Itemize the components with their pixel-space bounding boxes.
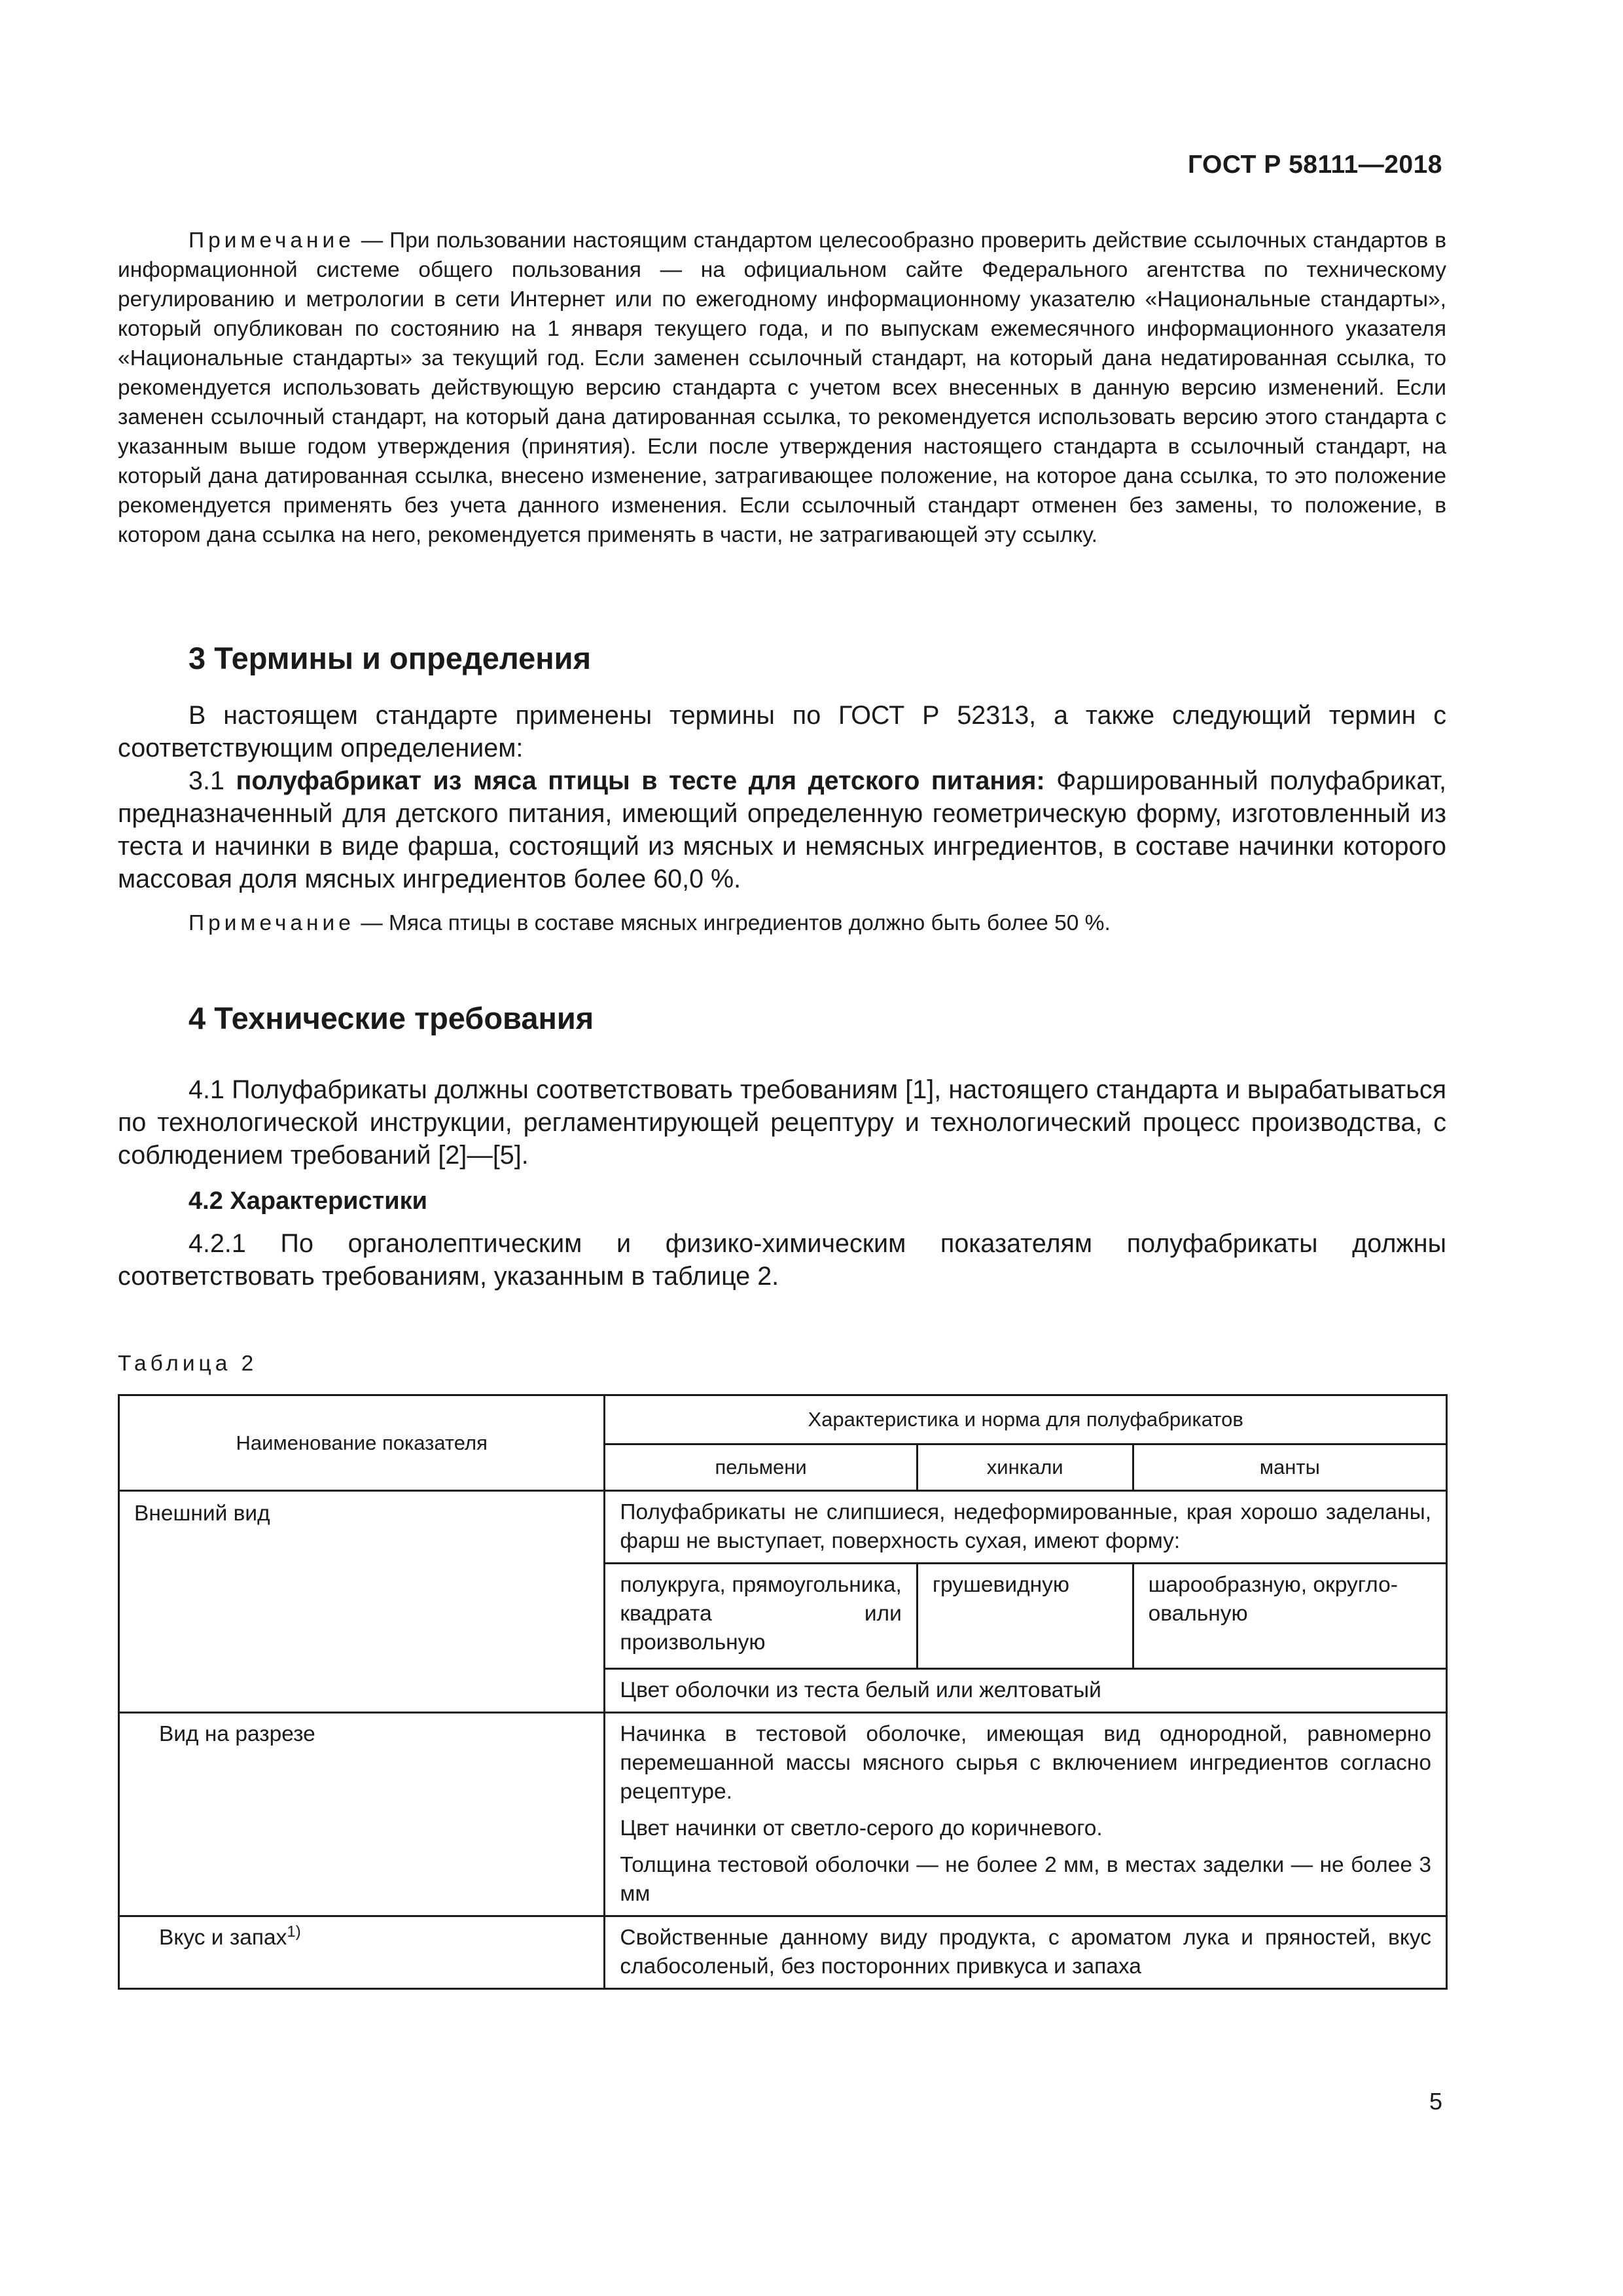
reference-note [118,226,1446,550]
standard-code: ГОСТ Р 58111—2018 [1187,151,1442,179]
header-pelmeni: пельмени [605,1444,917,1491]
row-cut-filling: Начинка в тестовой оболочке, имеющая вид однородной, равномерно перемешанной массы мясного сырья с включением ингредиентов согласно рецептуре. [620,1722,1431,1804]
row-appearance-common: Полуфабрикаты не слипшиеся, недеформированные, края хорошо заделаны, фарш не выступает, поверхность сухая, имеют форму: [605,1491,1447,1564]
term-note-text: — Мяса птицы в составе мясных ингредиентов должно быть более 50 %. [354,911,1111,935]
table-header-row [119,1395,1447,1444]
header-characteristic-group: Характеристика и норма для полуфабрикатов [605,1395,1447,1444]
term-note-label: Примечание [188,911,355,935]
header-manty: манты [1133,1444,1446,1491]
row-cut-value [605,1713,1447,1916]
note-text: — При пользовании настоящим стандартом целесообразно проверить действие ссылочных стандартов в информационной системе общего пользования — на официальном сайте Федерального агентства по техническому регулированию и метрологии в сети Интернет или по ежегодному информационному указателю «Национальные стандарты», который опубликован по состоянию на 1 января текущего года, и по выпускам ежемесячного информационного указателя «Национальные стандарты» за текущий год. Если заменен ссылочный стандарт, на который дана недатированная ссылка, то рекомендуется использовать действующую версию стандарта с учетом всех внесенных в данную версию изменений. Если заменен ссылочный стандарт, на который дана датированная ссылка, то рекомендуется использовать версию этого стандарта с указанным выше годом утверждения (принятия). Если после утверждения настоящего стандарта в ссылочный стандарт, на который дана датированная ссылка, внесено изменение, затрагивающее положение, на которое дана ссылка, то это положение рекомендуется применять без учета данного изменения. Если ссылочный стандарт отменен без замены, то положение, в котором дана ссылка на него, рекомендуется применять в части, не затрагивающей эту ссылку. [118,228,1446,547]
table-row [119,1916,1447,1989]
header-indicator-name: Наименование показателя [119,1395,605,1491]
subsection-4-2-title: 4.2 Характеристики [188,1187,428,1215]
section-4-body [118,1073,1446,1293]
note-paragraph [118,226,1446,550]
term-note [118,908,1446,938]
row-appearance-manty: шарообразную, округло-овальную [1133,1564,1446,1669]
requirements-table [118,1394,1448,1990]
table-row [119,1491,1447,1564]
term-name: полуфабрикат из мяса птицы в тесте для детского питания: [236,766,1045,795]
row-taste-value: Свойственные данному виду продукта, с ароматом лука и пряностей, вкус слабосоленый, без посторонних привкуса и запаха [605,1916,1447,1989]
term-definition: Фаршированный полуфабрикат, предназначенный для детского питания, имеющий определенную геометрическую форму, изготовленный из теста и начинки в виде фарша, состоящий из мясных и немясных ингредиентов, в составе начинки которого массовая доля мясных ингредиентов более 60,0 %. [118,766,1446,893]
row-cut-color: Цвет начинки от светло-серого до коричневого. [620,1816,1103,1840]
term-number: 3.1 [188,766,236,795]
section-3-intro: В настоящем стандарте применены термины по ГОСТ Р 52313, а также следующий термин с соответствующим определением: [118,701,1446,762]
footnote-marker: 1) [287,1922,301,1941]
header-khinkali: хинкали [917,1444,1133,1491]
section-3-body [118,699,1446,938]
paragraph-4-2-1: 4.2.1 По органолептическим и физико-химическим показателям полуфабрикаты должны соответствовать требованиям, указанным в таблице 2. [118,1229,1446,1291]
note-label: Примечание [188,228,355,253]
row-cut-name: Вид на разрезе [119,1713,605,1916]
page-number: 5 [1429,2088,1442,2115]
row-taste-name [119,1916,605,1989]
table-row [119,1713,1447,1916]
table-caption: Таблица 2 [118,1352,258,1376]
term-3-1 [118,764,1446,895]
row-taste-label: Вкус и запах [159,1926,287,1950]
row-appearance-pelmeni: полукруга, прямоугольника, квадрата или произвольную [605,1564,917,1669]
row-appearance-color: Цвет оболочки из теста белый или желтоватый [605,1669,1447,1713]
row-cut-thickness: Толщина тестовой оболочки — не более 2 мм, в местах заделки — не более 3 мм [620,1853,1431,1906]
section-4-title: 4 Технические требования [188,1001,594,1035]
section-3-title: 3 Термины и определения [188,641,591,675]
paragraph-4-1: 4.1 Полуфабрикаты должны соответствовать требованиям [1], настоящего стандарта и вырабатываться по технологической инструкции, регламентирующей рецептуру и технологический процесс производства, с соблюдением требований [2]—[5]. [118,1075,1446,1170]
row-appearance-name: Внешний вид [119,1491,605,1713]
row-appearance-khinkali: грушевидную [917,1564,1133,1669]
